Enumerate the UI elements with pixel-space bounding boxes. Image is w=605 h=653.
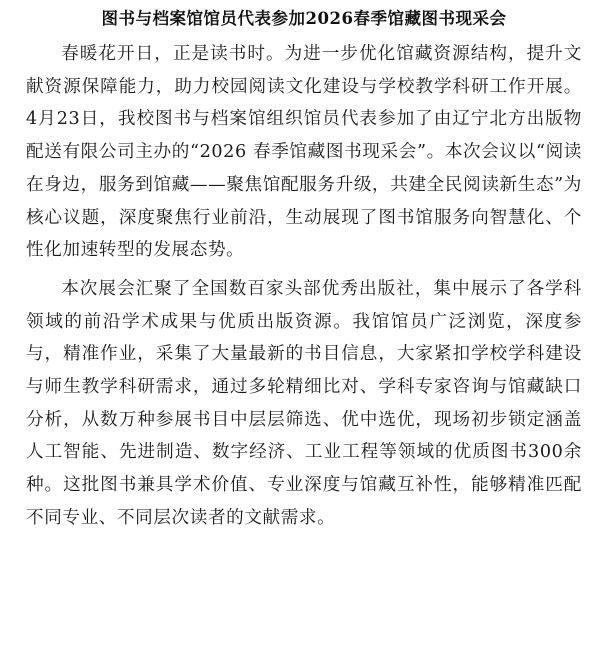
article — [26, 6, 582, 535]
article-title: 图书与档案馆馆员代表参加2026春季馆藏图书现采会 — [101, 9, 507, 28]
article-paragraph-1: 春暖花开日，正是读书时。为进一步优化馆藏资源结构，提升文献资源保障能力，助力校园阅读文化建设与学校教学科研工作开展。4月23日，我校图书与档案馆组织馆员代表参加了由辽宁北方出版物配送有限公司主办的“2026 春季馆藏图书现采会”。本次会议以“阅读在身边，服务到馆藏——聚焦馆配服务升级，共建全民阅读新生态”为核心议题，深度聚焦行业前沿，生动展现了图书馆服务向智慧化、个性化加速转型的发展态势。 — [26, 44, 582, 261]
article-paragraph-2: 本次展会汇聚了全国数百家头部优秀出版社，集中展示了各学科领域的前沿学术成果与优质出版资源。我馆馆员广泛浏览，深度参与，精准作业，采集了大量最新的书目信息，大家紧扣学校学科建设与师生教学科研需求，通过多轮精细比对、学科专家咨询与馆藏缺口分析，从数万种参展书目中层层筛选、优中选优，现场初步锁定涵盖人工智能、先进制造、数字经济、工业工程等领域的优质图书300余种。这批图书兼具学术价值、专业深度与馆藏互补性，能够精准匹配不同专业、不同层次读者的文献需求。 — [26, 278, 582, 528]
